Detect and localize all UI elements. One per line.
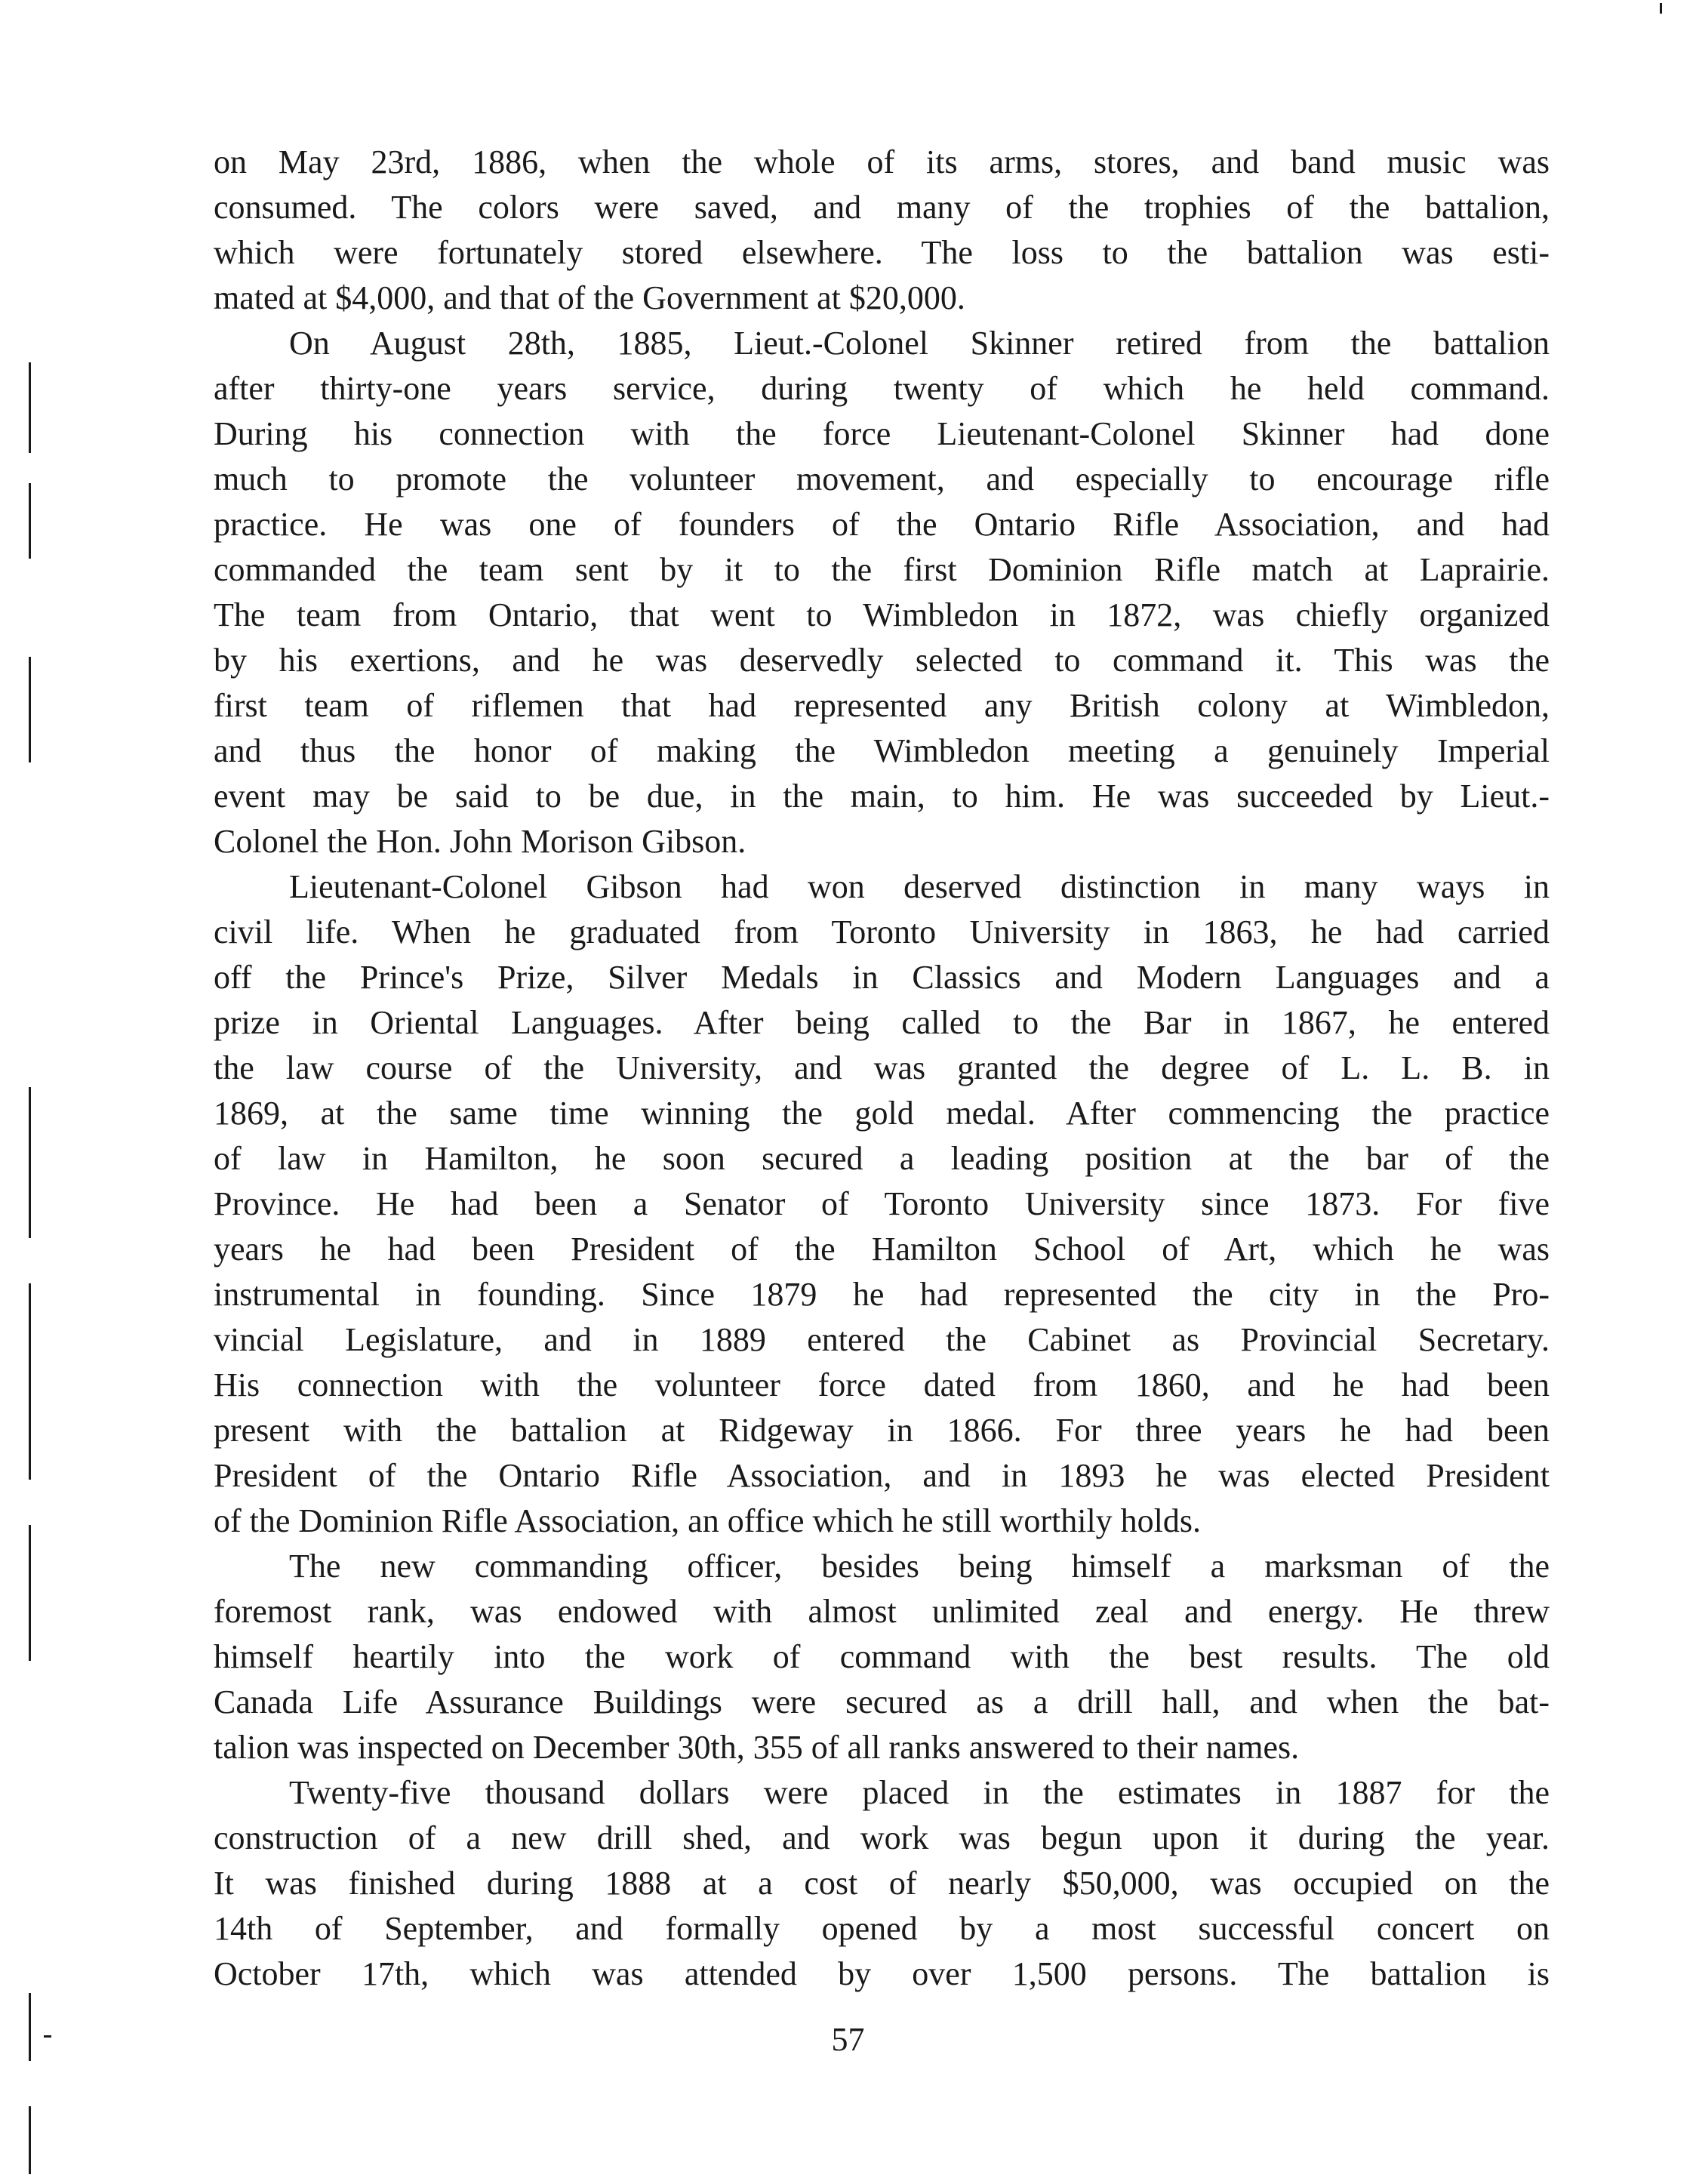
paragraph-4 — [214, 1544, 1550, 1770]
text-line: much to promote the volunteer movement, and especially to encourage rifle — [214, 461, 1550, 497]
text-line: first team of riflemen that had represented any British colony at Wimbledon, — [214, 687, 1550, 724]
text-line: on May 23rd, 1886, when the whole of its arms, stores, and band music was — [214, 143, 1550, 180]
text-line: During his connection with the force Lieutenant-Colonel Skinner had done — [214, 415, 1550, 452]
scan-artifact-mark — [29, 483, 31, 559]
text-line: consumed. The colors were saved, and many of the trophies of the battalion, — [214, 189, 1550, 226]
text-line: mated at $4,000, and that of the Government at $20,000. — [214, 279, 965, 316]
text-line: prize in Oriental Languages. After being called to the Bar in 1867, he entered — [214, 1004, 1550, 1041]
text-line: construction of a new drill shed, and work was begun upon it during the year. — [214, 1819, 1550, 1856]
scan-artifact-mark — [29, 1087, 31, 1238]
paragraph-1 — [214, 140, 1550, 321]
text-line: practice. He was one of founders of the Ontario Rifle Association, and had — [214, 506, 1550, 543]
text-line: foremost rank, was endowed with almost unlimited zeal and energy. He threw — [214, 1593, 1550, 1630]
paragraph-5 — [214, 1770, 1550, 1997]
text-line: of law in Hamilton, he soon secured a leading position at the bar of the — [214, 1140, 1550, 1177]
scan-artifact-mark — [1660, 3, 1662, 14]
text-line: years he had been President of the Hamilton School of Art, which he was — [214, 1231, 1550, 1268]
text-line: event may be said to be due, in the main, to him. He was succeeded by Lieut.- — [214, 778, 1550, 815]
text-line: 14th of September, and formally opened by a most successful concert on — [214, 1910, 1550, 1947]
text-line: It was finished during 1888 at a cost of nearly $50,000, was occupied on the — [214, 1865, 1550, 1902]
text-line: Canada Life Assurance Buildings were secured as a drill hall, and when the bat- — [214, 1683, 1550, 1720]
scan-artifact-mark — [29, 657, 31, 762]
page-number: 57 — [831, 2021, 865, 2058]
text-line: The new commanding officer, besides being himself a marksman of the — [289, 1548, 1550, 1585]
text-line: Province. He had been a Senator of Toronto University since 1873. For five — [214, 1185, 1550, 1222]
text-line: vincial Legislature, and in 1889 entered the Cabinet as Provincial Secretary. — [214, 1321, 1550, 1358]
text-line: off the Prince's Prize, Silver Medals in Classics and Modern Languages and a — [214, 959, 1550, 996]
text-line: His connection with the volunteer force dated from 1860, and he had been — [214, 1366, 1550, 1403]
text-line: On August 28th, 1885, Lieut.-Colonel Skinner retired from the battalion — [289, 325, 1550, 362]
text-line: the law course of the University, and was granted the degree of L. L. B. in — [214, 1049, 1550, 1086]
text-line: which were fortunately stored elsewhere. The loss to the battalion was esti- — [214, 234, 1550, 271]
scan-artifact-mark — [29, 2106, 31, 2174]
paragraph-3 — [214, 864, 1550, 1544]
text-line: and thus the honor of making the Wimbledon meeting a genuinely Imperial — [214, 732, 1550, 769]
body-text — [214, 140, 1550, 1997]
text-line: civil life. When he graduated from Toronto University in 1863, he had carried — [214, 913, 1550, 950]
scan-artifact-mark — [44, 2035, 51, 2038]
text-line: talion was inspected on December 30th, 355 of all ranks answered to their names. — [214, 1729, 1300, 1766]
text-line: present with the battalion at Ridgeway in 1866. For three years he had been — [214, 1412, 1550, 1449]
paragraph-2 — [214, 321, 1550, 864]
scan-artifact-mark — [29, 1283, 31, 1480]
text-line: Colonel the Hon. John Morison Gibson. — [214, 823, 746, 860]
text-line: 1869, at the same time winning the gold medal. After commencing the practice — [214, 1095, 1550, 1132]
text-line: Lieutenant-Colonel Gibson had won deserved distinction in many ways in — [289, 868, 1550, 905]
text-line: October 17th, which was attended by over 1,500 persons. The battalion is — [214, 1955, 1550, 1992]
text-line: after thirty-one years service, during twenty of which he held command. — [214, 370, 1550, 407]
text-line: instrumental in founding. Since 1879 he had represented the city in the Pro- — [214, 1276, 1550, 1313]
text-line: of the Dominion Rifle Association, an office which he still worthily holds. — [214, 1502, 1202, 1539]
text-line: commanded the team sent by it to the first Dominion Rifle match at Laprairie. — [214, 551, 1550, 588]
scan-artifact-mark — [29, 362, 31, 453]
text-line: Twenty-five thousand dollars were placed in the estimates in 1887 for the — [289, 1774, 1550, 1811]
text-line: The team from Ontario, that went to Wimbledon in 1872, was chiefly organized — [214, 596, 1550, 633]
text-line: President of the Ontario Rifle Association, and in 1893 he was elected President — [214, 1457, 1550, 1494]
scan-artifact-mark — [29, 1993, 31, 2061]
text-line: himself heartily into the work of command with the best results. The old — [214, 1638, 1550, 1675]
text-line: by his exertions, and he was deservedly selected to command it. This was the — [214, 642, 1550, 679]
scan-artifact-mark — [29, 1525, 31, 1661]
